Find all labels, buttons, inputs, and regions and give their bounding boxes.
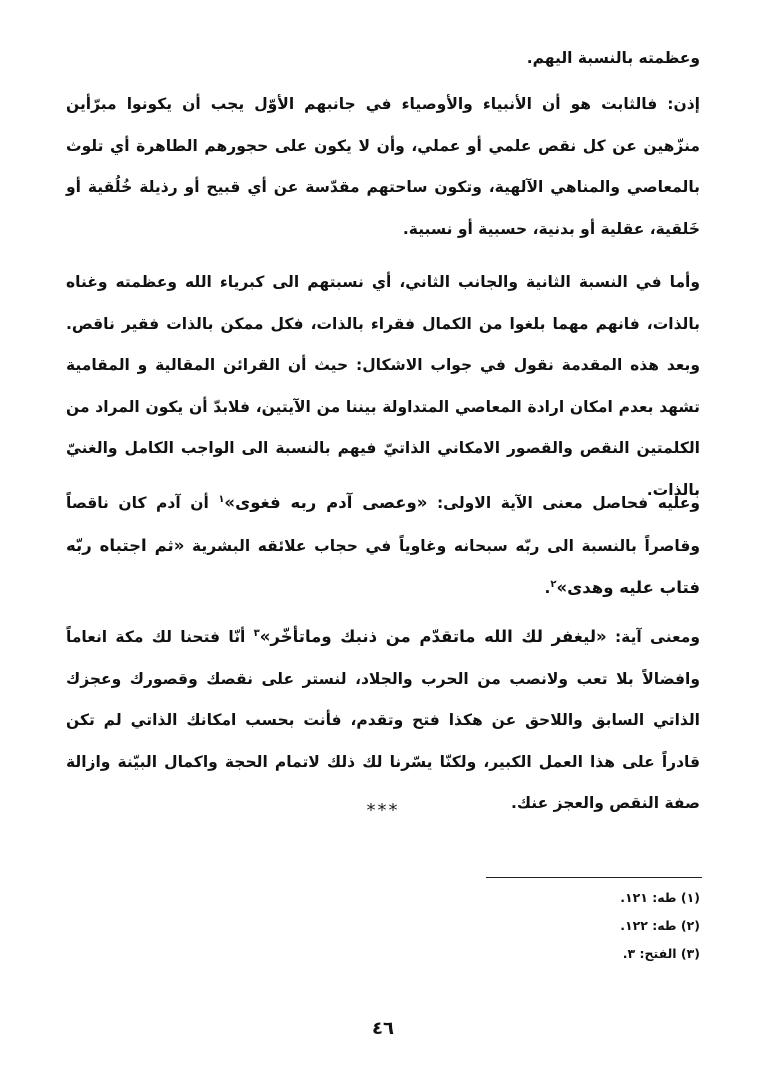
paragraph-4 [66,482,700,610]
paragraph-4-intro: وعليه فحاصل معنى الآية الاولى: [427,494,700,512]
page-number: ٤٦ [372,1018,394,1039]
paragraph-1: وعظمته بالنسبة اليهم. [526,49,700,67]
paragraph-4-end: . [544,579,551,597]
section-separator: *** [366,800,400,821]
paragraph-5 [66,616,700,825]
paragraph-3: وأما في النسبة الثانية والجانب الثاني، أي نسبتهم الى كبرياء الله وعظمته وغناه بالذات، فانهم مهما بلغوا من الكمال فقراء بالذات، فكل ممكن بالذات فقير ناقص. وبعد هذه المقدمة نقول في جواب الاشكال: حيث أن القرائن المقالية و المقامية تشهد بعدم امكان ارادة المعاصي المتداولة بيننا من الآيتين، فلابدّ أن يكون المراد من الكلمتين النقص والقصور الامكاني الذاتيّ فيهم بالنسبة الى الواجب الكامل والغنيّ بالذات. [66,273,700,499]
paragraph-2: إذن: فالثابت هو أن الأنبياء والأوصياء في جانبهم الأوّل يجب أن يكونوا مبرّأين منزّهين عن كل نقص علمي أو عملي، وأن لا يكون على حجورهم الطاهرة أي تلوث بالمعاصي والمناهي الآلهية، وتكون ساحتهم مقدّسة عن أي قبيح أو رذيلة خُلُقية أو خَلقية، عقلية أو بدنية، حسبية أو نسبية. [66,95,700,238]
footnote-1: (١) طه: ١٢١. [620,890,700,905]
quran-verse-2: «ثم اجتباه ربّه فتاب عليه وهدى» [66,535,700,597]
footnote-ref-1: ١ [218,493,225,505]
quran-verse-3: «ليغفر لك الله ماتقدّم من ذنبك وماتأخّر» [259,627,607,646]
footnote-ref-2: ٢ [550,578,557,590]
paragraph-5-intro: ومعنى آية: [606,628,700,646]
quran-verse-1: «وعصى آدم ربه فغوى» [224,493,428,512]
footnote-2: (٢) طه: ١٢٢. [620,918,700,933]
paragraph-5-body: أنّا فتحنا لك مكة انعاماً وافضالاً بلا تعب ولانصب من الحرب والجلاد، لنستر على نقصك وقصورك وعجزك الذاتي السابق واللاحق عن هكذا فتح وتقدم، فأنت بحسب امكانك الذاتي لم تكن قادراً على هذا العمل الكبير، ولكنّا يسّرنا لك ذلك لاتمام الحجة واكمال البيّنة وازالة صفة النقص والعجز عنك. [66,628,700,812]
paragraph-4-body: أن آدم كان ناقصاً وقاصراً بالنسبة الى ربّه سبحانه وغاوياً في حجاب علائقه البشرية [66,494,700,555]
footnote-divider [486,877,702,878]
footnote-ref-3: ٣ [253,627,260,639]
footnote-3: (٣) الفتح: ٣. [622,946,700,961]
